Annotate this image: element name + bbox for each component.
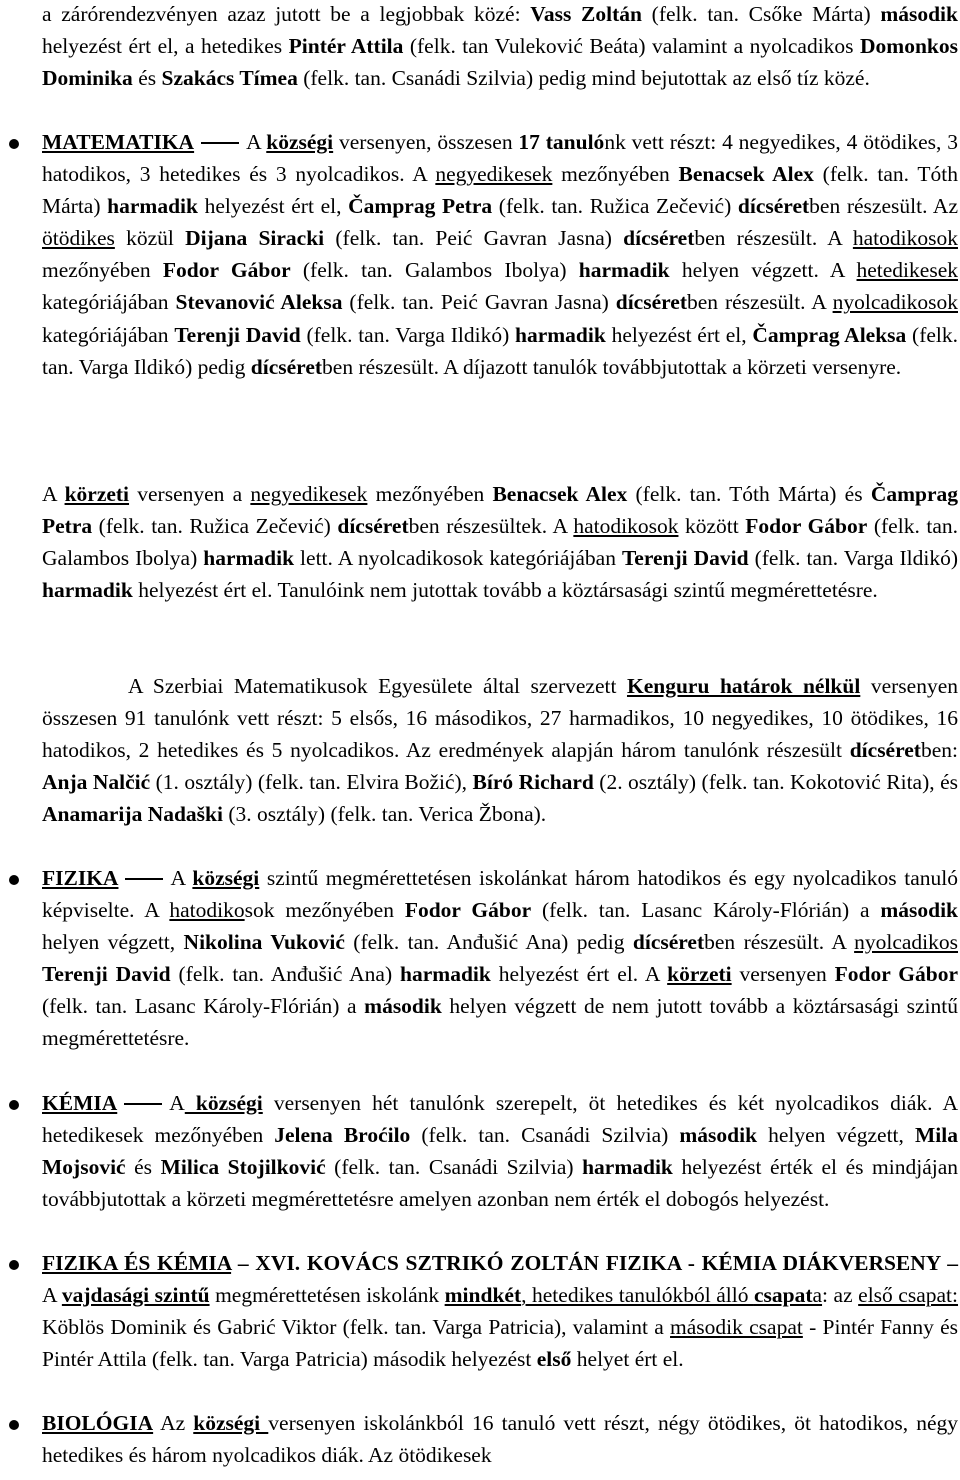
bold-run: harmadik: [42, 578, 133, 603]
bold-run: Nikolina Vuković: [183, 930, 345, 955]
bold-run: dícséret: [337, 514, 409, 539]
text-run: (felk. tan. Tóth Márta) és: [627, 482, 871, 506]
text-run: A: [42, 1283, 62, 1308]
text-run: ben:: [920, 738, 958, 763]
text-run: (3. osztály) (felk. tan. Verica Žbona).: [222, 802, 547, 827]
text-run: A: [169, 1091, 185, 1115]
underlined-run: első csapat:: [858, 1283, 959, 1308]
bold-run: Terenji David: [42, 962, 171, 987]
text-run: helyen végzett,: [42, 930, 184, 955]
text-run: helyezést érték el és mindjájan továbbjutottak a körzeti megmérettetésre amelyen azonban nem érték el dobogós helyezést.: [42, 1155, 958, 1212]
text-run: versenyen összesen 91 tanulónk vett részt: 5 elsős, 16 másodikos, 27 harmadikos, 10 negyedikes, 10 ötödikes, 16 hatodikos, 2 hetedikes és 5 nyolcadikos. Az eredmények alapján három tanulónk részesült: [42, 674, 958, 763]
text-run: (felk. tan. Peić Gavran Jasna): [324, 226, 624, 251]
text-run: között: [678, 514, 746, 539]
text-run: ben részesült. A: [694, 226, 853, 251]
text-run: (felk. tan. Tóth Márta): [42, 162, 959, 219]
text-run: lett. A nyolcadikosok kategóriájában: [294, 546, 622, 571]
bold-run: második: [679, 1123, 758, 1148]
underlined-run: nyolcadikos: [854, 930, 959, 955]
underlined-run: második csapat: [670, 1315, 803, 1340]
underlined-run: negyedikesek: [435, 162, 553, 187]
text-run: mezőnyében: [552, 162, 679, 187]
text-run: kategóriájában: [42, 290, 176, 315]
bold-underlined-run: községi: [184, 1091, 263, 1115]
bold-run: harmadik: [515, 322, 606, 347]
paragraph-fizika-es-kemia: [42, 1247, 958, 1375]
text-run: (felk. tan. Csanádi Szilvia): [325, 1155, 583, 1180]
bold-run: Anja Nalčić: [42, 770, 151, 795]
paragraph-intro: [42, 0, 958, 94]
paragraph-korzeti: [42, 478, 958, 606]
text-run: sok mezőnyében: [244, 898, 405, 923]
text-run: nk vett részt: 4 negyedikes, 4 ötödikes, 3 hatodikos, 3 hetedikes és 3 nyolcadikos. A: [42, 130, 959, 187]
bold-run: Čamprag Aleksa: [752, 322, 907, 347]
paragraph-matematika: [42, 126, 958, 383]
text-run: ben részesült. A: [704, 930, 855, 955]
text-run: a zárórendezvényen azaz jutott be a legjobbak közé:: [42, 2, 531, 26]
bold-run: Čamprag Petra: [348, 194, 493, 219]
text-run: helyen végzett. A: [669, 258, 857, 283]
bold-run: Anamarija Nadaški: [42, 802, 223, 827]
bold-underlined-run: FIZIKA ÉS KÉMIA: [42, 1251, 232, 1275]
text-run: (felk. tan. Varga Ildikó): [748, 546, 959, 571]
em-dash: [201, 142, 239, 144]
text-run: versenyen, összesen: [333, 130, 519, 154]
bold-run: dícséret: [250, 354, 323, 379]
paragraph-fizika: [42, 862, 958, 1055]
text-run: (felk. tan. Anđušić Ana): [170, 962, 401, 987]
text-run: szintű megmérettetésen iskolánkat három hatodikos és egy nyolcadikos tanuló képviselte. A: [42, 866, 958, 923]
text-run: helyen végzett de nem jutott tovább a köztársasági szintű megmérettetésre.: [42, 994, 958, 1051]
text-run: A: [246, 130, 267, 154]
bold-underlined-run: községi: [193, 1411, 269, 1435]
underlined-run: hatodiko: [169, 898, 245, 923]
text-run: kategóriájában: [42, 322, 175, 347]
bold-underlined-run: vajdasági szintű: [61, 1283, 210, 1308]
text-run: (felk. tan. Galambos Ibolya): [42, 514, 959, 571]
bold-run: első: [536, 1347, 572, 1372]
text-run: helyen végzett,: [757, 1123, 915, 1148]
text-run: Köblös Dominik és Gabrić Viktor (felk. tan. Varga Patricia), valamint a: [42, 1315, 671, 1340]
text-run: (felk. tan. Csanádi Szilvia) pedig mind bejutottak az első tíz közé.: [297, 66, 870, 91]
bold-run: második: [364, 994, 442, 1019]
text-run: helyet ért el.: [571, 1347, 684, 1372]
bold-underlined-run: körzeti: [64, 482, 130, 506]
text-run: versenyen: [731, 962, 835, 987]
bold-run: dícséret: [849, 738, 921, 763]
text-run: A: [42, 482, 65, 506]
bold-run: Čamprag Petra: [42, 482, 958, 539]
text-run: (felk. tan. Galambos Ibolya): [290, 258, 579, 283]
text-run: és: [125, 1155, 161, 1180]
text-run: megmérettetésen iskolánk: [209, 1283, 445, 1308]
bold-underlined-run: községi: [266, 130, 334, 154]
bold-run: –: [231, 1251, 256, 1275]
text-run: (felk. tan Vuleković Beáta) valamint a nyolcadikos: [403, 34, 861, 59]
bullet-icon: [9, 1100, 19, 1110]
bold-run: harmadik: [578, 258, 670, 283]
text-run: (felk. tan. Varga Ildikó) pedig: [42, 322, 958, 379]
bold-run: –: [940, 1251, 959, 1275]
text-run: és: [132, 66, 162, 91]
bold-run: Stevanović Aleksa: [175, 290, 343, 315]
bullet-icon: [9, 1420, 19, 1430]
text-run: (felk. tan. Peić Gavran Jasna): [342, 290, 616, 315]
bold-run: Fodor Gábor: [404, 898, 532, 923]
bold-run: harmadik: [107, 194, 198, 219]
bold-run: Benacsek Alex: [678, 162, 814, 187]
text-run: A: [170, 866, 193, 890]
paragraph-kenguru: [42, 670, 958, 830]
text-run: helyezést ért el. Tanulóink nem jutottak tovább a köztársasági szintű megmérettetésre.: [132, 578, 878, 603]
text-run: (felk. tan. Ružica Zečević): [92, 514, 338, 539]
bold-run: Terenji David: [174, 322, 301, 347]
bold-run: harmadik: [400, 962, 491, 987]
text-run: (1. osztály) (felk. tan. Elvira Božić),: [150, 770, 473, 795]
bold-run: második: [880, 2, 958, 26]
underlined-run: ötödikes: [42, 226, 115, 251]
underlined-run: negyedikesek: [250, 482, 368, 506]
bullet-icon: [9, 1260, 19, 1270]
bullet-icon: [9, 875, 19, 885]
text-run: (2. osztály) (felk. tan. Kokotović Rita), és: [593, 770, 958, 795]
text-run: versenyen hét tanulónk szerepelt, öt hetedikes és két nyolcadikos diák. A hetedikesek mezőnyében: [42, 1091, 958, 1148]
bold-run: Dijana Siracki: [185, 226, 325, 251]
bold-underlined-run: mindkét: [444, 1283, 522, 1308]
bold-run: Benacsek Alex: [492, 482, 628, 506]
paragraph-biologia: [42, 1407, 958, 1471]
bold-underlined-run: körzeti: [667, 962, 732, 987]
text-run: (felk. tan. Ružica Zečević): [492, 194, 738, 219]
text-run: mezőnyében: [367, 482, 493, 506]
bold-underlined-run: KÉMIA: [42, 1091, 118, 1115]
em-dash: [125, 878, 163, 880]
underlined-run: hatodikosok: [573, 514, 679, 539]
underlined-run: a: [812, 1283, 823, 1308]
bold-run: második: [880, 898, 959, 923]
text-run: : az: [822, 1283, 859, 1308]
bold-run: Terenji David: [621, 546, 749, 571]
bold-run: XVI. KOVÁCS SZTRIKÓ ZOLTÁN FIZIKA - KÉMIA DIÁKVERSENY: [255, 1251, 941, 1275]
underlined-run: hetedikesek: [856, 258, 958, 283]
underlined-run: hatodikosok: [852, 226, 958, 251]
bold-run: dícséret: [737, 194, 810, 219]
bold-run: harmadik: [582, 1155, 673, 1180]
bold-underlined-run: községi: [192, 866, 260, 890]
bold-underlined-run: csapat: [753, 1283, 813, 1308]
text-run: A Szerbiai Matematikusok Egyesülete által szervezett: [128, 674, 627, 698]
bold-run: Pintér Attila: [288, 34, 404, 59]
text-run: ben részesültek. A: [408, 514, 574, 539]
text-run: helyezést ért el,: [605, 322, 753, 347]
bold-underlined-run: MATEMATIKA: [42, 130, 195, 154]
text-run: - Pintér Fanny és Pintér Attila (felk. tan. Varga Patricia) második helyezést: [42, 1315, 959, 1372]
bold-run: Fodor Gábor: [162, 258, 291, 283]
bold-run: Domonkos Dominika: [42, 34, 958, 91]
text-run: (felk. tan. Varga Ildikó): [300, 322, 515, 347]
text-run: helyezést ért el,: [197, 194, 349, 219]
text-run: ben részesült. Az: [809, 194, 958, 219]
bold-run: dícséret: [632, 930, 705, 955]
bold-run: Vass Zoltán: [530, 2, 642, 26]
bold-underlined-run: FIZIKA: [42, 866, 119, 890]
text-run: (felk. tan. Csanádi Szilvia): [410, 1123, 680, 1148]
bold-run: Bíró Richard: [472, 770, 594, 795]
bold-run: Fodor Gábor: [745, 514, 868, 539]
underlined-run: nyolcadikosok: [832, 290, 958, 315]
bold-run: Mila Mojsović: [42, 1123, 958, 1180]
bold-underlined-run: BIOLÓGIA: [42, 1411, 154, 1435]
bold-run: harmadik: [203, 546, 295, 571]
em-dash: [124, 1103, 162, 1105]
text-run: közül: [114, 226, 186, 251]
text-run: (felk. tan. Lasanc Károly-Flórián) a: [531, 898, 881, 923]
bold-run: Szakács Tímea: [161, 66, 298, 91]
bold-run: Jelena Broćilo: [274, 1123, 411, 1148]
bold-run: 17 tanuló: [518, 130, 605, 154]
text-run: versenyen a: [129, 482, 251, 506]
text-run: helyezést ért el. A: [490, 962, 668, 987]
bullet-icon: [9, 139, 19, 149]
bold-run: Milica Stojilković: [160, 1155, 326, 1180]
text-run: mezőnyében: [42, 258, 163, 283]
text-run: ben részesült. A díjazott tanulók továbbjutottak a körzeti versenyre.: [322, 354, 902, 379]
text-run: ben részesült. A: [686, 290, 833, 315]
text-run: versenyen iskolánkból 16 tanuló vett részt, négy ötödikes, öt hatodikos, négy hetedikes és három nyolcadikos diák. Az ötödikesek: [42, 1411, 958, 1468]
text-run: (felk. tan. Anđušić Ana) pedig: [344, 930, 633, 955]
bold-run: Fodor Gábor: [834, 962, 959, 987]
underlined-run: , hetedikes tanulókból álló: [521, 1283, 754, 1308]
bold-run: dícséret: [623, 226, 695, 251]
text-run: Az: [153, 1411, 194, 1435]
paragraph-kemia: [42, 1087, 958, 1215]
text-run: helyezést ért el, a hetedikes: [42, 34, 289, 59]
bold-underlined-run: Kenguru határok nélkül: [626, 674, 861, 698]
text-run: (felk. tan. Csőke Márta): [641, 2, 881, 26]
text-run: (felk. tan. Lasanc Károly-Flórián) a: [42, 994, 365, 1019]
bold-run: dícséret: [615, 290, 687, 315]
